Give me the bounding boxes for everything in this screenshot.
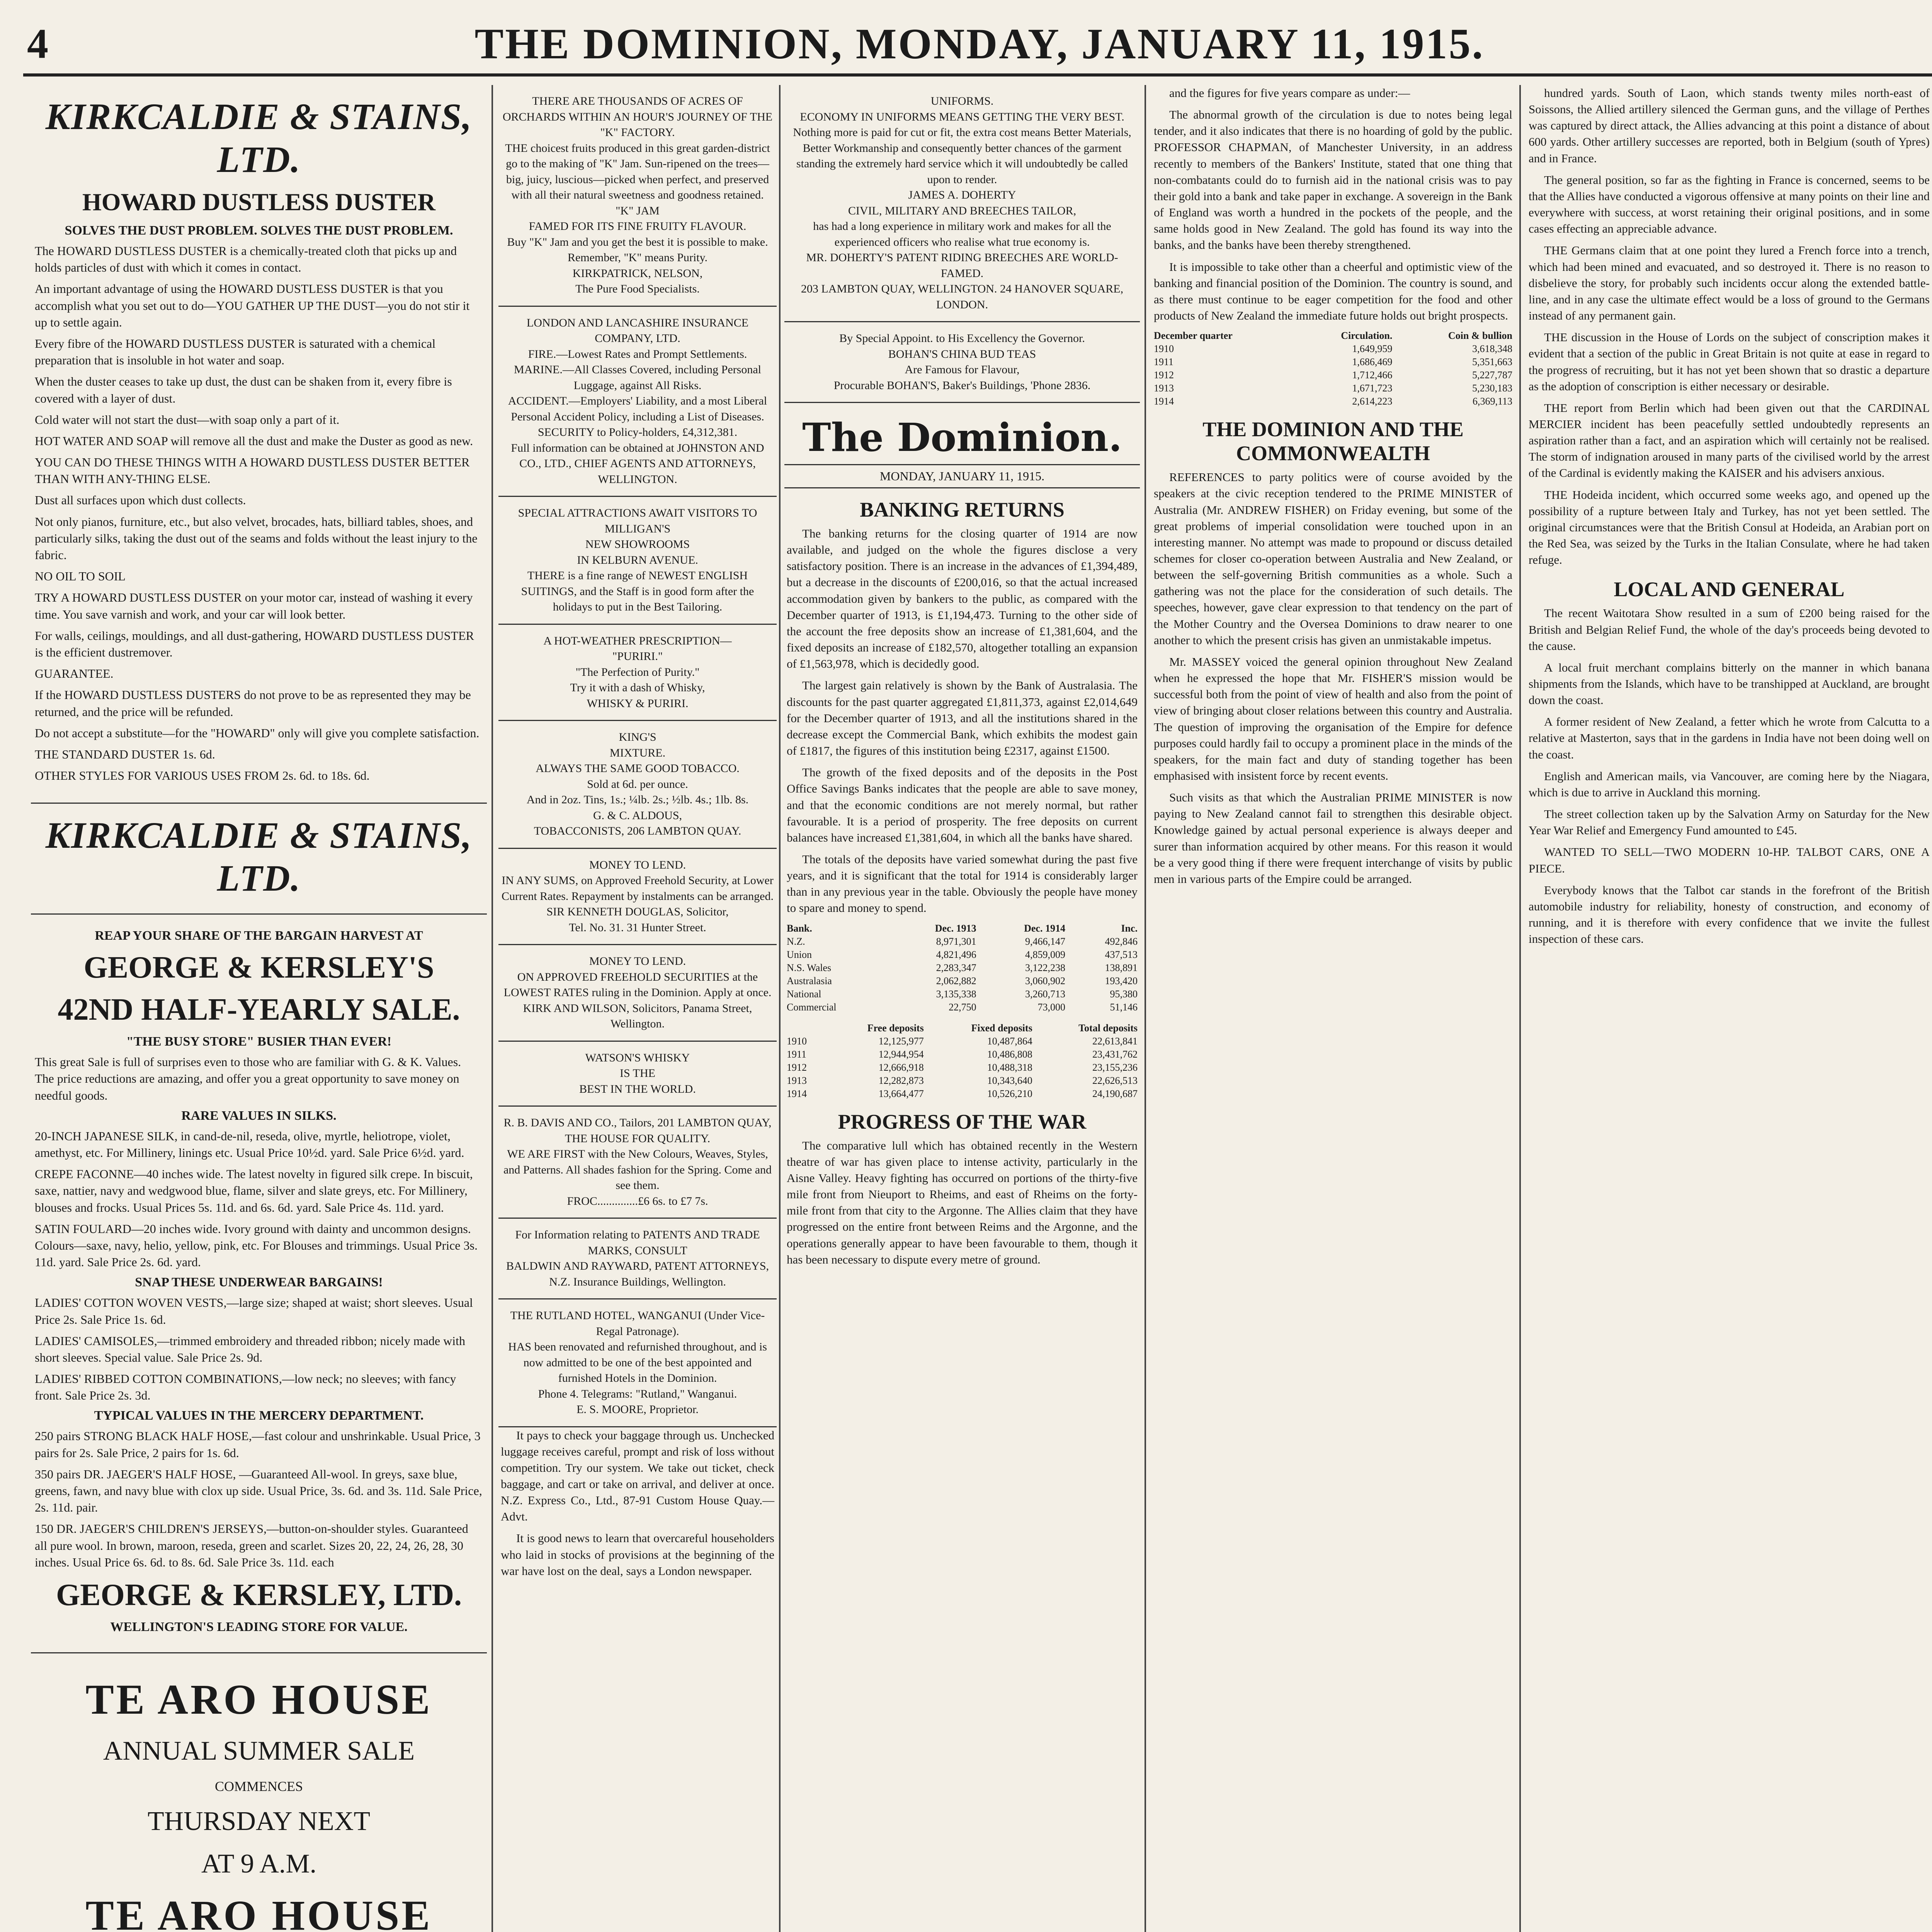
table-cell: 3,618,348 <box>1472 343 1512 355</box>
text-block: and the figures for five years compare as under:— <box>1169 86 1410 100</box>
table-cell: 22,626,513 <box>1092 1075 1138 1086</box>
text-block: E. S. MOORE, Proprietor. <box>577 1403 699 1416</box>
local-paras <box>1526 605 1932 947</box>
text-block: Are Famous for Flavour, <box>905 363 1020 376</box>
text-block: A former resident of New Zealand, a fetter which he wrote from Calcutta to a relative at Masterton, says that in the gardens in India have not been doing well on the coast. <box>1529 715 1930 761</box>
george-kersley-ad <box>31 915 487 1653</box>
table-cell: 2,283,347 <box>936 962 976 973</box>
text-block: By Special Appoint. to His Excellency the Governor. <box>839 332 1085 345</box>
text-block: THERE is a fine range of NEWEST ENGLISH SUITINGS, and the Staff is in good form after the holidays to put in the Best Tailoring. <box>521 569 754 613</box>
ad-heading: GEORGE & KERSLEY'S <box>83 951 434 985</box>
table-cell: 1911 <box>787 1048 807 1060</box>
patents-ad <box>498 1219 777 1299</box>
underwear-items <box>35 1294 483 1404</box>
text-block: Try it with a dash of Whisky, <box>570 681 705 694</box>
text-block: TRY A HOWARD DUSTLESS DUSTER on your motor car, instead of washing it every time. You save varnish and work, and your car will look better. <box>35 590 473 621</box>
table-row <box>1151 369 1515 382</box>
store-name: TE ARO HOUSE <box>85 1891 432 1932</box>
text-block: R. B. DAVIS AND CO., Tailors, 201 LAMBTON QUAY, THE HOUSE FOR QUALITY. <box>503 1116 772 1145</box>
text-block: JAMES A. DOHERTY <box>908 189 1016 201</box>
masthead-title: THE DOMINION, MONDAY, JANUARY 11, 1915. <box>474 20 1485 68</box>
column-2 <box>498 85 777 1585</box>
money-to-lend-ad-2 <box>498 945 777 1042</box>
notices <box>498 1427 777 1579</box>
table-cell: 10,488,318 <box>987 1061 1032 1073</box>
text-block: 250 pairs STRONG BLACK HALF HOSE,—fast colour and unshrinkable. Usual Price, 3 pairs for 2s. Sale Price, 2 pairs for 1s. 6d. <box>35 1429 481 1460</box>
text-block: FIRE.—Lowest Rates and Prompt Settlements. <box>528 347 747 361</box>
table-cell: 23,155,236 <box>1092 1061 1138 1073</box>
table-cell: 193,420 <box>1105 975 1138 986</box>
mercery-items <box>35 1428 483 1571</box>
text-block: NEW SHOWROOMS <box>585 538 690 551</box>
text-block: "The Perfection of Purity." <box>575 665 700 679</box>
text-block: 150 DR. JAEGER'S CHILDREN'S JERSEYS,—button-on-shoulder styles. Guaranteed all pure wool. In brown, maroon, reseda, green and scarlet. Sizes 20, 22, 24, 26, 28, 30 inches. Usual Price 6s. 6d. to 8s. 6d. Sale Price 3s. 11d. each <box>35 1522 468 1569</box>
col5-paras <box>1526 85 1932 568</box>
table-cell: Commercial <box>787 1001 837 1013</box>
text-block: For Information relating to PATENTS AND TRADE MARKS, CONSULT <box>515 1228 760 1257</box>
table-cell: 51,146 <box>1110 1001 1138 1013</box>
ad-heading-2: 42ND HALF-YEARLY SALE. <box>58 993 460 1027</box>
text-block: NO OIL TO SOIL <box>35 569 126 583</box>
table-cell: 13,664,477 <box>878 1088 924 1099</box>
table-cell: 2,614,223 <box>1352 396 1393 407</box>
article-heading: THE DOMINION AND THE COMMONWEALTH <box>1202 418 1464 465</box>
table-cell: 10,526,210 <box>987 1088 1032 1099</box>
section-heading: RARE VALUES IN SILKS. <box>181 1108 337 1123</box>
table-cell: 1912 <box>787 1061 807 1073</box>
text-block: If the HOWARD DUSTLESS DUSTERS do not prove to be as represented they may be returned, and the price will be refunded. <box>35 688 471 719</box>
table-row <box>784 961 1140 975</box>
table-cell: 5,230,183 <box>1472 383 1512 394</box>
text-block: MILLIGAN'S <box>604 522 671 535</box>
table-cell: 1912 <box>1154 369 1174 381</box>
text-block: IS THE <box>620 1067 655 1080</box>
col4-paras <box>1151 85 1515 324</box>
ad-line: ANNUAL SUMMER SALE <box>103 1736 415 1766</box>
table-cell: 22,750 <box>949 1001 976 1013</box>
table-cell: N.Z. <box>787 935 805 947</box>
table-cell: 1913 <box>787 1075 807 1086</box>
text-block: Full information can be obtained at JOHNSTON AND CO., LTD., CHIEF AGENTS AND ATTORNEYS, WELLINGTON. <box>511 441 764 486</box>
table-cell: 1913 <box>1154 383 1174 394</box>
text-block: An important advantage of using the HOWARD DUSTLESS DUSTER is that you accomplish what you set out to do—YOU GATHER UP THE DUST—you do not stir it up to settle again. <box>35 282 470 329</box>
text-block: Mr. MASSEY voiced the general opinion throughout New Zealand when he expressed the hope that Mr. FISHER'S mission would be successful both from the point of view of health and also from the point of view of bringing about closer relations between this country and Australia. The question of improving the organisation of the Empire for defence purposes could hardly fail to occupy a prominent place in the minds of the speakers, for the main fact and duty of standing together has been emphasised with insistent force by recent events. <box>1154 655 1512 782</box>
ad-line: COMMENCES <box>214 1778 303 1794</box>
text-block: 20-INCH JAPANESE SILK, in cand-de-nil, reseda, olive, myrtle, heliotrope, violet, amethyst, etc. For Millinery, linings etc. Usual Price 10½d. yard. Sale Price 6½d. yard. <box>35 1129 464 1160</box>
text-block: ECONOMY IN UNIFORMS MEANS GETTING THE VERY BEST. <box>800 110 1124 123</box>
text-block: THE report from Berlin which had been given out that the CARDINAL MERCIER incident has been peacefully settled undoubtedly represents an aspiration rather than a fact, and an aspiration which will certainly not be realised. The storm of indignation aroused in many parts of the civilised world by the arrest of the Cardinal is evidently making the KAISER and his advisers anxious. <box>1529 401 1930 480</box>
text-block: The Pure Food Specialists. <box>575 282 700 295</box>
text-block: Not only pianos, furniture, etc., but also velvet, brocades, hats, billiard tables, shoes, and particularly silks, taking the dust out of the seams and folds without the least injury to the fabric. <box>35 514 478 562</box>
text-block: CREPE FACONNE—40 inches wide. The latest novelty in figured silk crepe. In biscuit, saxe, nattier, navy and wedgwood blue, flame, silver and slate greys, etc. For Millinery, blouses and frocks. Usual Prices 5s. 11d. and 6s. 6d. yard. Sale Price 4s. 11d. yard. <box>35 1167 473 1214</box>
commonwealth-paras <box>1151 469 1515 887</box>
kirkcaldie-duster-ad <box>31 85 487 804</box>
text-block: Cold water will not start the dust—with soap only a part of it. <box>35 412 340 427</box>
table-cell: 10,343,640 <box>987 1075 1032 1086</box>
text-block: Everybody knows that the Talbot car stands in the forefront of the British automobile industry for reliability, honesty of construction, and economy of running, and it is therefore with every confidence that we invite the fullest inspection of these cars. <box>1529 883 1930 946</box>
table-cell: 12,125,977 <box>878 1035 924 1047</box>
text-block: Nothing more is paid for cut or fit, the extra cost means Better Materials, Better Workmanship and consequently better chances of the garment standing the extremely hard service which it will undoubtedly be called upon to render. <box>793 126 1131 186</box>
text-block: MR. DOHERTY'S PATENT RIDING BREECHES ARE WORLD-FAMED. <box>806 251 1118 280</box>
text-block: has had a long experience in military work and makes for all the experienced officers who realise what true economy is. <box>813 220 1111 248</box>
text-block: WANTED TO SELL—TWO MODERN 10-HP. TALBOT CARS, ONE A PIECE. <box>1529 845 1930 875</box>
table-cell: 22,613,841 <box>1092 1035 1138 1047</box>
table-header-cell: Bank. <box>787 922 812 934</box>
ad-heading: HOWARD DUSTLESS DUSTER <box>82 188 436 216</box>
table-cell: 10,486,808 <box>987 1048 1032 1060</box>
text-block: TOBACCONISTS, 206 LAMBTON QUAY. <box>534 825 742 837</box>
ad-brand: KIRKCALDIE & STAINS, LTD. <box>45 815 473 899</box>
text-block: SPECIAL ATTRACTIONS AWAIT VISITORS TO <box>518 507 757 519</box>
text-block: CIVIL, MILITARY AND BREECHES TAILOR, <box>848 204 1077 217</box>
text-block: BEST IN THE WORLD. <box>579 1082 696 1095</box>
ad-intro: This great Sale is full of surprises even to those who are familiar with G. & K. Values. The price reductions are amazing, and offer you a great opportunity to save money on needful goods. <box>35 1055 461 1102</box>
table-cell: 1,649,959 <box>1352 343 1393 355</box>
table-header-cell: Dec. 1913 <box>935 922 976 934</box>
table-cell: 8,971,301 <box>936 935 976 947</box>
table-row <box>1151 382 1515 395</box>
text-block: THE Hodeida incident, which occurred some weeks ago, and opened up the possibility of a rupture between Italy and Turkey, has not yet been settled. The original circumstances were that the British Consul at Hodeida, an Arabian port on the Red Sea, was seized by the Turks in the Italian Consulate, where he had taken refuge. <box>1529 488 1930 567</box>
kirkcaldie-banner <box>31 804 487 915</box>
table-header-cell: December quarter <box>1154 330 1233 342</box>
text-block: THE STANDARD DUSTER 1s. 6d. <box>35 747 215 761</box>
text-block: KING'S <box>619 731 656 743</box>
text-block: ACCIDENT.—Employers' Liability, and a most Liberal Personal Accident Policy, including a List of Diseases. <box>508 395 767 423</box>
text-block: IN KELBURN AVENUE. <box>577 553 698 566</box>
text-block: REFERENCES to party politics were of course avoided by the speakers at the civic reception tendered to the PRIME MINISTER of Australia (Mr. ANDREW FISHER) on Friday evening, but some of the great problems of imperial consolidation were touched upon in an interesting manner. No attempt was made to propound or discuss detailed schemes for closer co-operation between Australia and New Zealand, or between the self-governing British communities as a whole. Such a gathering was not the place for the consideration of such details. The speeches, however, gave clear expression to that tendency on the part of the Mother Country and the Oversea Dominions to draw nearer to one another to which the present crisis has given an unmistakable impetus. <box>1154 470 1512 647</box>
text-block: hundred yards. South of Laon, which stands twenty miles north-east of Soissons, the Allied artillery silenced the German guns, and the village of Perthes was captured by direct attack, the Allies advancing at this point a distance of about 600 yards. Other artillery successes are reported, both in Belgium (south of Ypres) and in France. <box>1529 86 1930 165</box>
table-header-row <box>784 1022 1140 1035</box>
text-block: N.Z. Insurance Buildings, Wellington. <box>549 1275 726 1288</box>
table-header-cell: Free deposits <box>867 1022 924 1034</box>
table-row <box>784 1061 1140 1074</box>
text-block: A HOT-WEATHER PRESCRIPTION— <box>543 634 732 647</box>
column-3 <box>784 85 1140 1273</box>
column-4 <box>1151 85 1515 893</box>
te-aro-house-ad <box>31 1653 487 1932</box>
table-header-row <box>784 922 1140 935</box>
text-block: ON APPROVED FREEHOLD SECURITIES at the LOWEST RATES ruling in the Dominion. Apply at once. <box>503 970 772 999</box>
table-cell: 4,821,496 <box>936 949 976 960</box>
table-cell: 12,282,873 <box>878 1075 924 1086</box>
text-block: Every fibre of the HOWARD DUSTLESS DUSTER is saturated with a chemical preparation that is insoluble in hot water and soap. <box>35 336 436 367</box>
text-block: The largest gain relatively is shown by the Bank of Australasia. The discounts for the past quarter aggregated £1,811,373, against £2,014,649 for the December quarter of 1913, and all the institutions shared in the decrease except the Commercial Bank, which exhibits the modest gain of £1817, the figures of this institution being £2317, against £1500. <box>787 679 1138 758</box>
column-rule <box>1519 85 1521 1932</box>
table-cell: 1910 <box>787 1035 807 1047</box>
text-block: KIRK AND WILSON, Solicitors, Panama Street, Wellington. <box>523 1002 752 1030</box>
article-heading: PROGRESS OF THE WAR <box>838 1110 1087 1133</box>
text-block: IN ANY SUMS, on Approved Freehold Security, at Lower Current Rates. Repayment by instalments can be arranged. <box>502 874 774 903</box>
text-block: KIRKPATRICK, NELSON, <box>572 267 703 280</box>
text-block: LADIES' CAMISOLES,—trimmed embroidery and threaded ribbon; nicely made with short sleeves. Special value. Sale Price 2s. 9d. <box>35 1333 465 1364</box>
text-block: LADIES' COTTON WOVEN VESTS,—large size; shaped at waist; short sleeves. Usual Price 2s. Sale Price 1s. 6d. <box>35 1296 473 1327</box>
table-cell: 23,431,762 <box>1092 1048 1138 1060</box>
table-cell: 73,000 <box>1037 1001 1065 1013</box>
section-heading: TYPICAL VALUES IN THE MERCERY DEPARTMENT. <box>94 1408 424 1423</box>
text-block: THERE ARE THOUSANDS OF ACRES OF ORCHARDS WITHIN AN HOUR'S JOURNEY OF THE "K" FACTORY. <box>502 95 773 139</box>
text-block: Such visits as that which the Australian PRIME MINISTER is now paying to New Zealand cannot fail to strengthen this desirable object. Knowledge gained by actual personal experience is always deeper and surer than information acquired by other means. For this reason it would be a very good thing if there were frequent interchange of visits by public men in various parts of the Empire could be arranged. <box>1154 791 1512 886</box>
table-cell: 1,671,723 <box>1352 383 1393 394</box>
text-block: "PURIRI." <box>612 650 663 663</box>
table-cell: 3,135,338 <box>936 988 976 1000</box>
text-block: And in 2oz. Tins, 1s.; ¼lb. 2s.; ½lb. 4s.; 1lb. 8s. <box>526 793 749 806</box>
column-1 <box>31 85 487 1932</box>
table-header-cell <box>784 1022 825 1035</box>
text-block: WHISKY & PURIRI. <box>587 697 689 710</box>
table-cell: 12,666,918 <box>878 1061 924 1073</box>
text-block: The growth of the fixed deposits and of the deposits in the Post Office Savings Banks indicates that the people are able to save money, and that the economic conditions are not merely normal, but rather favourable. It is a period of prosperity. The free deposits on current balances have increased £1,381,604, in which all the banks have shared. <box>787 765 1138 844</box>
table-row <box>784 1001 1140 1014</box>
table-row <box>784 1074 1140 1087</box>
text-block: SATIN FOULARD—20 inches wide. Ivory ground with dainty and uncommon designs. Colours—saxe, navy, helio, yellow, pink, etc. For Blouses and trimmings. Usual Price 3s. 11d. yard. Sale Price 2s. 6d. yard. <box>35 1221 478 1269</box>
table-header-row <box>1151 329 1515 342</box>
k-jam-ad <box>498 85 777 307</box>
milligan-ad <box>498 497 777 625</box>
advances-table <box>784 922 1140 1014</box>
watsons-whisky-ad <box>498 1042 777 1107</box>
text-block: MONEY TO LEND. <box>589 955 686 968</box>
table-row <box>784 988 1140 1001</box>
text-block: ALWAYS THE SAME GOOD TOBACCO. <box>536 762 740 775</box>
text-block: OTHER STYLES FOR VARIOUS USES FROM 2s. 6d. to 18s. 6d. <box>35 769 370 783</box>
table-header-cell: Circulation. <box>1341 330 1393 342</box>
text-block: G. & C. ALDOUS, <box>593 809 682 822</box>
column-rule <box>1145 85 1146 1932</box>
text-block: THE Germans claim that at one point they lured a French force into a trench, which had been mined and evacuated, and so destroyed it. There is no reason to disbelieve the story, for probably such incidents occur along the extended battle-line, and in any case the ultimate effect would be a loss of ground to the Germans instead of any permanent gain. <box>1529 243 1930 323</box>
table-cell: 1914 <box>787 1088 807 1099</box>
text-block: Tel. No. 31. 31 Hunter Street. <box>569 921 706 934</box>
table-header-cell: Fixed deposits <box>971 1022 1032 1034</box>
money-to-lend-ad <box>498 849 777 946</box>
ad-footer-sub: WELLINGTON'S LEADING STORE FOR VALUE. <box>110 1619 408 1634</box>
text-block: The general position, so far as the fighting in France is concerned, seems to be that the Allies have conducted a vigorous offensive at many points on their line and everywhere with success, at worst retaining their original positions, and in some cases effecting an appreciable advance. <box>1529 173 1930 236</box>
text-block: THE choicest fruits produced in this great garden-district go to the making of "K" Jam. Sun-ripened on the trees—big, juicy, luscious—picked when perfect, and preserved with all their natural sweetness and goodness retained. <box>505 141 770 201</box>
table-cell: 95,380 <box>1110 988 1138 1000</box>
davis-tailors-ad <box>498 1107 777 1219</box>
text-block: LONDON AND LANCASHIRE INSURANCE COMPANY, LTD. <box>526 316 749 345</box>
table-row <box>784 1087 1140 1100</box>
table-cell: 492,846 <box>1105 935 1138 947</box>
text-block: For walls, ceilings, mouldings, and all dust-gathering, HOWARD DUSTLESS DUSTER is the efficient dustremover. <box>35 628 474 659</box>
table-header-cell: Coin & bullion <box>1448 330 1512 342</box>
store-name: TE ARO HOUSE <box>85 1675 432 1723</box>
text-block: It pays to check your baggage through us. Unchecked luggage receives careful, prompt and risk of loss without competition. Try our system. We take out ticket, check baggage, and cart or take on arrival, and deliver at once. N.Z. Express Co., Ltd., 87-91 Custom House Quay.—Advt. <box>501 1428 774 1524</box>
text-block: Phone 4. Telegrams: "Rutland," Wanganui. <box>538 1387 737 1400</box>
paper-date: MONDAY, JANUARY 11, 1915. <box>784 464 1140 488</box>
text-block: Procurable BOHAN'S, Baker's Buildings, 'Phone 2836. <box>833 379 1091 392</box>
deposits-table <box>784 1022 1140 1100</box>
text-block: The comparative lull which has obtained recently in the Western theatre of war has given place to intense activity, particularly in the Aisne Valley. Heavy fighting has occurred on portions of the thirty-five mile front from Nieuport to Rheims, and east of Rheims on the forty-mile front from that city to the Argonne. The Allies claim that they have progressed on the entire front between Reims and the Argonne, and the operations generally appear to have been favourable to them, though it has been necessary to dispute every metre of ground. <box>787 1138 1138 1266</box>
text-block: Buy "K" Jam and you get the best it is possible to make. Remember, "K" means Purity. <box>507 235 768 264</box>
table-cell: 4,859,009 <box>1025 949 1065 960</box>
insurance-ad <box>498 307 777 497</box>
table-cell: 1914 <box>1154 396 1174 407</box>
ad-brand: KIRKCALDIE & STAINS, LTD. <box>45 96 473 180</box>
table-cell: 3,122,238 <box>1025 962 1065 973</box>
text-block: When the duster ceases to take up dust, the dust can be shaken from it, every fibre is covered with a layer of dust. <box>35 374 452 405</box>
text-block: Do not accept a substitute—for the "HOWARD" only will give you complete satisfaction. <box>35 726 480 740</box>
table-row <box>1151 355 1515 369</box>
table-cell: 2,062,882 <box>936 975 976 986</box>
text-block: 203 LAMBTON QUAY, WELLINGTON. 24 HANOVER SQUARE, LONDON. <box>801 282 1124 311</box>
rutland-hotel-ad <box>498 1299 777 1427</box>
banking-paras <box>784 526 1140 917</box>
tea-ad <box>784 322 1140 403</box>
table-cell: 6,369,113 <box>1472 396 1512 407</box>
table-cell: 5,351,663 <box>1472 356 1512 368</box>
table-cell: 9,466,147 <box>1025 935 1065 947</box>
table-cell: Union <box>787 949 812 960</box>
table-row <box>784 1048 1140 1061</box>
text-block: It is impossible to take other than a cheerful and optimistic view of the banking and financial position of the Dominion. The country is sound, and as there must continue to be eager competition for the food and other products of New Zealand the immediate future holds out bright prospects. <box>1154 260 1512 323</box>
section-heading: SNAP THESE UNDERWEAR BARGAINS! <box>135 1275 383 1290</box>
column-rule <box>492 85 493 1932</box>
text-block: The banking returns for the closing quarter of 1914 are now available, and judged on the whole the figures disclose a very satisfactory position. There is an increase in the advances of £1,394,489, but a decrease in the discounts of £200,016, so that the actual increased accommodation given by bankers to the public, as compared with the December quarter of 1913, is £1,194,473. Turning to the other side of the account the free deposits show an increase of £1,381,604, and the fixed deposits an increase of £182,570, altogether totalling an expansion of £1,563,978, which is decidedly good. <box>787 527 1138 671</box>
text-block: The abnormal growth of the circulation is due to notes being legal tender, and it also indicates that there is no hoarding of gold by the public. PROFESSOR CHAPMAN, of Manchester University, in an address recently to members of the Bankers' Institute, stated that one thing that non-combatants could do to furnish aid in the national crisis was to pay their gold into a bank and take paper in exchange. A sovereign in the Bank of England was worth a hundred in the pockets of the people, and the same holds good in New Zealand. The gold has found its way into the banks, and the banks have been thereby strengthened. <box>1154 108 1512 252</box>
page-number: 4 <box>27 20 48 67</box>
masthead <box>23 15 1932 77</box>
paper-title: The Dominion. <box>802 415 1122 460</box>
text-block: THE RUTLAND HOTEL, WANGANUI (Under Vice-Regal Patronage). <box>510 1309 765 1338</box>
table-cell: 12,944,954 <box>878 1048 924 1060</box>
ad-tagline: SOLVES THE DUST PROBLEM. SOLVES THE DUST PROBLEM. <box>65 223 453 238</box>
table-cell: 1,686,469 <box>1352 356 1393 368</box>
text-block: The recent Waitotara Show resulted in a sum of £200 being raised for the British and Belgian Relief Fund, the whole of the day's proceeds being devoted to the cause. <box>1529 606 1930 653</box>
text-block: THE discussion in the House of Lords on the subject of conscription makes it evident that a section of the public in Great Britain is not quite at ease in regard to the progress of recruiting, but it has not yet been shown that so drastic a departure as the adoption of conscription is either necessary or desirable. <box>1529 330 1930 393</box>
uniforms-ad <box>784 85 1140 322</box>
table-header-cell: Inc. <box>1121 922 1138 934</box>
text-block: YOU CAN DO THESE THINGS WITH A HOWARD DUSTLESS DUSTER BETTER THAN WITH ANY-THING ELSE. <box>35 455 470 486</box>
table-row <box>784 975 1140 988</box>
ad-lines <box>35 243 483 784</box>
table-cell: 3,060,902 <box>1025 975 1065 986</box>
article-heading: BANKING RETURNS <box>860 498 1065 521</box>
table-row <box>1151 395 1515 408</box>
silk-items <box>35 1128 483 1271</box>
table-row <box>784 948 1140 961</box>
column-5 <box>1526 85 1932 952</box>
text-block: SECURITY to Policy-holders, £4,312,381. <box>537 426 738 439</box>
text-block: A local fruit merchant complains bitterly on the manner in which banana shipments from the Islands, which have to be transhipped at Auckland, are brought down the coast. <box>1529 660 1930 707</box>
text-block: BOHAN'S CHINA BUD TEAS <box>888 347 1036 361</box>
text-block: BALDWIN AND RAYWARD, PATENT ATTORNEYS, <box>506 1260 769 1272</box>
table-cell: 1,712,466 <box>1352 369 1393 381</box>
table-cell: 10,487,864 <box>987 1035 1032 1047</box>
text-block: FROC..............£6 6s. to £7 7s. <box>567 1194 708 1208</box>
ad-tagline: "THE BUSY STORE" BUSIER THAN EVER! <box>126 1034 392 1049</box>
table-cell: N.S. Wales <box>787 962 832 973</box>
text-block: 350 pairs DR. JAEGER'S HALF HOSE, —Guaranteed All-wool. In greys, saxe blue, greens, fawn, and navy blue with clox up side. Usual Price, 3s. 6d. and 3s. 11d. Sale Price, 2s. 11d. pair. <box>35 1467 482 1515</box>
text-block: HOT WATER AND SOAP will remove all the dust and make the Duster as good as new. <box>35 434 473 448</box>
table-cell: 5,227,787 <box>1472 369 1512 381</box>
text-block: "K" JAM <box>616 204 660 217</box>
kings-mixture-ad <box>498 721 777 849</box>
text-block: The HOWARD DUSTLESS DUSTER is a chemically-treated cloth that picks up and holds particles of dust with which it comes in contact. <box>35 244 457 275</box>
text-block: The street collection taken up by the Salvation Army on Saturday for the New Year War Relief and Emergency Fund amounted to £45. <box>1529 807 1930 837</box>
table-cell: Australasia <box>787 975 832 986</box>
table-header-cell: Total deposits <box>1078 1022 1138 1034</box>
column-rule <box>779 85 781 1932</box>
text-block: The totals of the deposits have varied somewhat during the past five years, and it is significant that the total for 1914 is considerably larger than in any previous year in the table. Obviously the people have money to spare and money to spend. <box>787 852 1138 915</box>
text-block: FAMED FOR ITS FINE FRUITY FLAVOUR. <box>529 220 747 233</box>
text-block: MARINE.—All Classes Covered, including Personal Luggage, against All Risks. <box>514 363 761 392</box>
text-block: MIXTURE. <box>609 746 666 759</box>
text-block: SIR KENNETH DOUGLAS, Solicitor, <box>546 905 729 918</box>
text-block: LADIES' RIBBED COTTON COMBINATIONS,—low neck; no sleeves; with fancy front. Sale Price 2s. 3d. <box>35 1372 456 1403</box>
table-cell: 1911 <box>1154 356 1174 368</box>
article-heading: LOCAL AND GENERAL <box>1614 578 1845 601</box>
war-paras <box>784 1138 1140 1268</box>
ad-kicker: REAP YOUR SHARE OF THE BARGAIN HARVEST AT <box>95 929 423 943</box>
table-cell: 3,260,713 <box>1025 988 1065 1000</box>
ad-footer: GEORGE & KERSLEY, LTD. <box>56 1578 462 1612</box>
circulation-table <box>1151 329 1515 408</box>
text-block: MONEY TO LEND. <box>589 858 686 871</box>
text-block: GUARANTEE. <box>35 667 114 681</box>
puriri-ad <box>498 625 777 721</box>
table-cell: 1910 <box>1154 343 1174 355</box>
text-block: It is good news to learn that overcareful householders who laid in stocks of provisions at the beginning of the war have lost on the deal, says a London newspaper. <box>501 1531 774 1578</box>
text-block: HAS been renovated and refurnished throughout, and is now admitted to be one of the best appointed and furnished Hotels in the Dominion. <box>508 1340 767 1384</box>
table-cell: 437,513 <box>1105 949 1138 960</box>
table-row <box>1151 342 1515 355</box>
table-row <box>784 1035 1140 1048</box>
text-block: Dust all surfaces upon which dust collects. <box>35 493 246 507</box>
table-header-cell: Dec. 1914 <box>1024 922 1065 934</box>
table-cell: 138,891 <box>1105 962 1138 973</box>
ad-line: THURSDAY NEXT <box>147 1806 371 1836</box>
table-cell: 24,190,687 <box>1092 1088 1138 1099</box>
text-block: UNIFORMS. <box>930 95 994 107</box>
text-block: English and American mails, via Vancouver, are coming here by the Niagara, which is due to arrive in Auckland this morning. <box>1529 769 1930 799</box>
text-block: WATSON'S WHISKY <box>585 1051 690 1064</box>
table-cell: National <box>787 988 821 1000</box>
table-row <box>784 935 1140 948</box>
ad-line: AT 9 A.M. <box>201 1849 317 1879</box>
text-block: WE ARE FIRST with the New Colours, Weaves, Styles, and Patterns. All shades fashion for the Spring. Come and see them. <box>503 1148 772 1192</box>
text-block: Sold at 6d. per ounce. <box>587 777 688 791</box>
